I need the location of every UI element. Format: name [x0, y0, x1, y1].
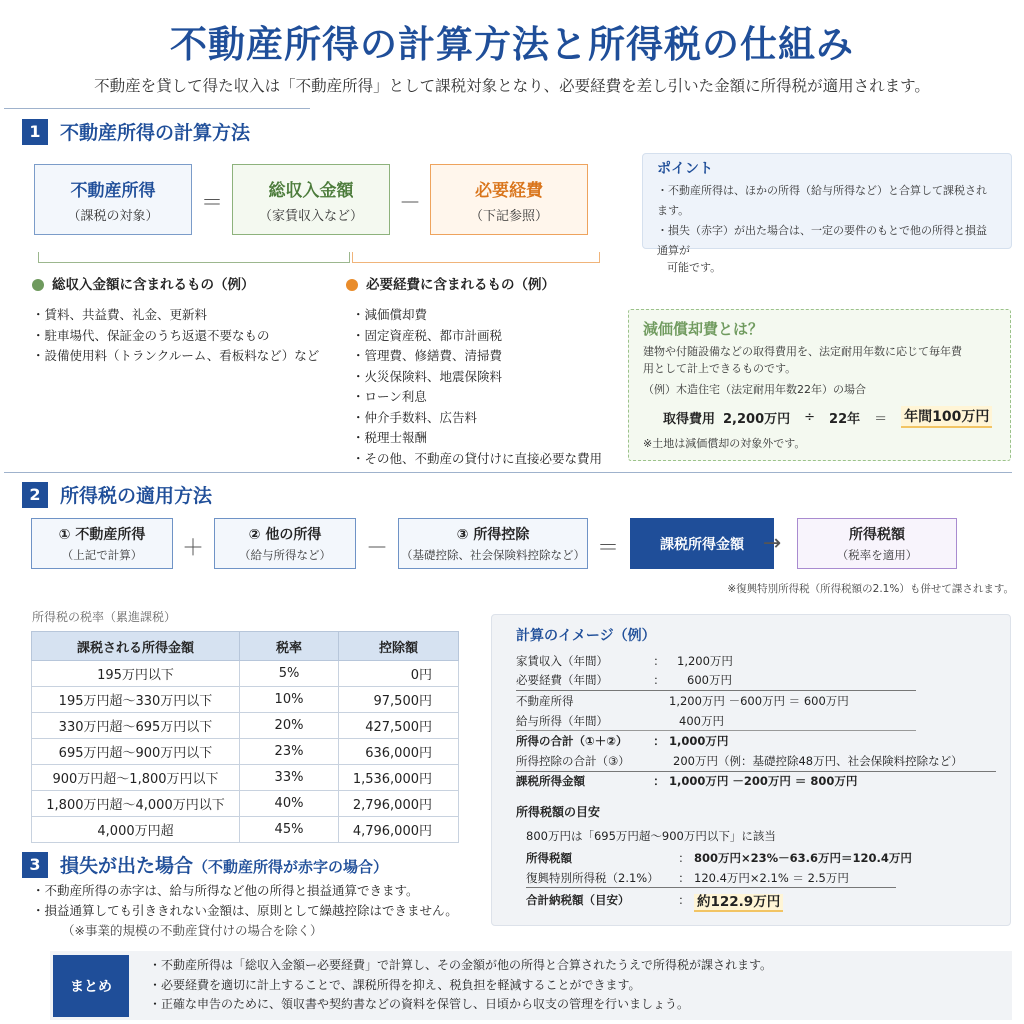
column-header: 課税される所得金額: [32, 632, 240, 661]
summary-item: ・不動産所得は「総収入金額ー必要経費」で計算し、その金額が他の所得と合算されたうえで所得税が課されます。: [149, 958, 773, 973]
calc-value: 1,200万円 －600万円 ＝ 600万円: [669, 693, 849, 708]
table-row: [32, 713, 459, 739]
real-estate-income-box: [34, 164, 192, 235]
expense-bracket: [352, 252, 600, 263]
reconstruction-tax-note: ※復興特別所得税（所得税額の2.1%）も併せて課されます。: [727, 583, 1014, 595]
box-label: 課税所得金額: [660, 536, 744, 553]
calc-row: [516, 731, 1010, 751]
table-cell: 45%: [240, 817, 339, 843]
calc-key: 所得の合計（①＋②）: [516, 734, 628, 749]
calc-value: 1,000万円 －200万円 ＝ 800万円: [669, 774, 858, 789]
table-row: [32, 687, 459, 713]
expense-heading: 必要経費に含まれるもの（例）: [366, 277, 555, 293]
divider: [4, 108, 310, 109]
box-sublabel: （課税の対象）: [67, 208, 159, 224]
calc-label: 取得費用: [663, 411, 716, 427]
colon: ：: [678, 850, 690, 865]
table-row: [32, 791, 459, 817]
calc-example-panel: [491, 614, 1011, 926]
table-row: [32, 661, 459, 687]
minus-sign: －: [365, 536, 388, 561]
calc-key: 復興特別所得税（2.1%）: [526, 870, 659, 885]
list-item: ・設備使用料（トランクルーム、看板料など）など: [32, 348, 320, 363]
table-cell: 0円: [339, 661, 459, 687]
guide-note: 800万円は「695万円超～900万円以下」に該当: [526, 829, 776, 844]
calc-key: 必要経費（年間）: [516, 673, 608, 688]
box-label: ② 他の所得: [248, 527, 322, 543]
box-label: 所得税額: [849, 527, 905, 543]
list-item: ・管理費、修繕費、清掃費: [352, 348, 503, 363]
flow-box-real-estate: [31, 518, 173, 569]
table-row: [32, 739, 459, 765]
section-number: 1: [22, 119, 48, 145]
calc-value: 1,000万円: [669, 734, 729, 749]
colon: ：: [653, 673, 665, 688]
section-3-heading: [22, 851, 388, 878]
point-item: ・不動産所得は、ほかの所得（給与所得など）と合算して課税されます。: [657, 184, 987, 217]
table-cell: 330万円超～695万円以下: [32, 713, 240, 739]
tax-rate-table: [31, 631, 459, 843]
box-sublabel: （家賃収入など）: [258, 208, 363, 224]
depreciation-desc: 用として計上できるものです。: [643, 362, 797, 375]
depreciation-panel: [628, 309, 1011, 461]
equals-sign: ＝: [200, 191, 223, 216]
calc-key: 所得税額: [526, 850, 572, 865]
total-income-box: [232, 164, 390, 235]
colon: ：: [653, 734, 665, 749]
equals-sign: ＝: [596, 536, 619, 561]
table-cell: 4,796,000円: [339, 817, 459, 843]
calc-title: 計算のイメージ（例）: [516, 628, 656, 644]
page-subtitle: 不動産を貸して得た収入は「不動産所得」として課税対象となり、必要経費を差し引いた金額に所得税が適用されます。: [94, 77, 930, 95]
flow-box-other-income: [214, 518, 356, 569]
calc-value: 200万円（例：基礎控除48万円、社会保険料控除など）: [673, 753, 963, 768]
calc-row: [516, 751, 996, 772]
summary-box: [50, 951, 1012, 1020]
column-header: 控除額: [339, 632, 459, 661]
calc-key: 家賃収入（年間）: [516, 653, 608, 668]
summary-item: ・正確な申告のために、領収書や契約書などの資料を保管し、日頃から収支の管理を行いましょう。: [149, 997, 690, 1012]
table-cell: 900万円超～1,800万円以下: [32, 765, 240, 791]
table-cell: 97,500円: [339, 687, 459, 713]
divide-sign: ÷: [804, 409, 816, 425]
point-panel: [642, 153, 1012, 274]
depreciation-example: （例）木造住宅（法定耐用年数22年）の場合: [643, 383, 866, 396]
orange-dot-icon: [346, 279, 358, 291]
point-item: 可能です。: [667, 261, 722, 274]
calc-amount: 2,200万円: [723, 411, 791, 427]
summary-item: ・必要経費を適切に計上することで、課税所得を抑え、税負担を軽減することができます。: [149, 977, 641, 992]
flow-box-deduction: [398, 518, 588, 569]
box-label: ① 不動産所得: [58, 527, 146, 543]
table-cell: 40%: [240, 791, 339, 817]
income-heading: 総収入金額に含まれるもの（例）: [52, 277, 255, 293]
box-label: 総収入金額: [268, 180, 354, 201]
table-cell: 636,000円: [339, 739, 459, 765]
calc-row: [526, 888, 1010, 912]
column-header: 税率: [240, 632, 339, 661]
box-sublabel: （下記参照）: [469, 208, 548, 224]
minus-sign: －: [398, 191, 421, 216]
calc-row: [516, 711, 916, 732]
income-bracket: [38, 252, 350, 263]
list-item: ・賃料、共益費、礼金、更新料: [32, 307, 208, 322]
calc-years: 22年: [829, 411, 861, 427]
green-dot-icon: [32, 279, 44, 291]
income-items: [32, 273, 319, 367]
arrow-right-icon: →: [762, 531, 782, 556]
calc-row: [516, 691, 1010, 711]
calc-key: 不動産所得: [516, 693, 574, 708]
calc-result: 年間100万円: [901, 406, 992, 428]
list-item: ・損益通算しても引ききれない金額は、原則として繰越控除はできません。: [32, 903, 458, 918]
list-item: ・ローン利息: [352, 389, 427, 404]
calc-row: [526, 868, 896, 889]
total-tax-value: 約122.9万円: [694, 894, 783, 912]
flow-box-taxable-income: [630, 518, 774, 569]
section-title-sub: （不動産所得が赤字の場合）: [193, 858, 389, 876]
point-title: ポイント: [657, 161, 713, 177]
calc-row: [516, 671, 916, 692]
calc-row: [516, 772, 1010, 792]
table-cell: 33%: [240, 765, 339, 791]
depreciation-calc: [643, 406, 996, 428]
table-cell: 20%: [240, 713, 339, 739]
box-label: 必要経費: [475, 180, 543, 201]
section-2-heading: [22, 481, 212, 508]
calc-row: [516, 651, 1010, 671]
rate-table-caption: 所得税の税率（累進課税）: [32, 610, 177, 624]
plus-sign: ＋: [181, 536, 204, 561]
colon: ：: [653, 653, 665, 668]
list-item: ・税理士報酬: [352, 430, 428, 445]
list-item: ・その他、不動産の貸付けに直接必要な費用: [352, 450, 603, 466]
table-row: [32, 817, 459, 843]
box-sublabel: （税率を適用）: [836, 548, 918, 562]
list-item: ・火災保険料、地震保険料: [352, 368, 503, 384]
colon: ：: [678, 870, 690, 885]
calc-value: 120.4万円×2.1% ＝ 2.5万円: [694, 870, 849, 885]
section-title: 所得税の適用方法: [60, 485, 213, 507]
flow-box-income-tax: [797, 518, 957, 569]
box-sublabel: （上記で計算）: [61, 548, 143, 562]
calc-value: 1,200万円: [677, 653, 733, 668]
list-item: ・不動産所得の赤字は、給与所得など他の所得と損益通算できます。: [32, 883, 419, 898]
summary-label: まとめ: [53, 955, 129, 1017]
page-title: 不動産所得の計算方法と所得税の仕組み: [170, 23, 854, 66]
section-number: 3: [22, 852, 48, 878]
calc-value: 400万円: [679, 713, 724, 728]
expense-items: [346, 273, 602, 469]
expense-box: [430, 164, 588, 235]
table-cell: 427,500円: [339, 713, 459, 739]
calc-value: 800万円×23%－63.6万円＝120.4万円: [694, 850, 912, 865]
colon: ：: [678, 893, 690, 908]
box-sublabel: （基礎控除、社会保険料控除など）: [401, 548, 585, 562]
section-number: 2: [22, 482, 48, 508]
table-cell: 1,536,000円: [339, 765, 459, 791]
list-item: （※事業的規模の不動産貸付けの場合を除く）: [62, 923, 323, 938]
calc-key: 給与所得（年間）: [516, 713, 608, 728]
depreciation-desc: 建物や付随設備などの取得費用を、法定耐用年数に応じて毎年費: [643, 345, 962, 358]
list-item: ・固定資産税、都市計画税: [352, 327, 503, 343]
divider: [4, 472, 1012, 473]
box-label: 不動産所得: [70, 180, 156, 201]
table-row: [32, 765, 459, 791]
table-cell: 695万円超～900万円以下: [32, 739, 240, 765]
table-cell: 4,000万円超: [32, 817, 240, 843]
point-item: ・損失（赤字）が出た場合は、一定の要件のもとで他の所得と損益通算が: [657, 224, 987, 257]
depreciation-note: ※土地は減価償却の対象外です。: [643, 437, 806, 450]
table-cell: 2,796,000円: [339, 791, 459, 817]
loss-items: [32, 881, 458, 941]
calc-value: 600万円: [687, 673, 732, 688]
calc-key: 所得控除の合計（③）: [516, 753, 630, 768]
calc-key: 課税所得金額: [516, 774, 585, 789]
depreciation-title: 減価償却費とは？: [643, 320, 764, 338]
list-item: ・駐車場代、保証金のうち返還不要なもの: [32, 327, 270, 343]
list-item: ・仲介手数料、広告料: [352, 409, 478, 425]
table-cell: 195万円超～330万円以下: [32, 687, 240, 713]
box-label: ③ 所得控除: [456, 527, 530, 543]
colon: ：: [653, 774, 665, 789]
table-cell: 10%: [240, 687, 339, 713]
box-sublabel: （給与所得など）: [239, 548, 331, 562]
section-title: 不動産所得の計算方法: [60, 122, 251, 144]
list-item: ・減価償却費: [352, 307, 428, 322]
calc-key: 合計納税額（目安）: [526, 893, 630, 908]
table-cell: 1,800万円超～4,000万円以下: [32, 791, 240, 817]
guide-title: 所得税額の目安: [516, 805, 601, 820]
table-cell: 5%: [240, 661, 339, 687]
table-cell: 195万円以下: [32, 661, 240, 687]
equals-sign: ＝: [874, 411, 888, 427]
section-1-heading: [22, 118, 250, 145]
section-title: 損失が出た場合: [60, 855, 194, 877]
calc-row: [526, 848, 1010, 868]
table-cell: 23%: [240, 739, 339, 765]
